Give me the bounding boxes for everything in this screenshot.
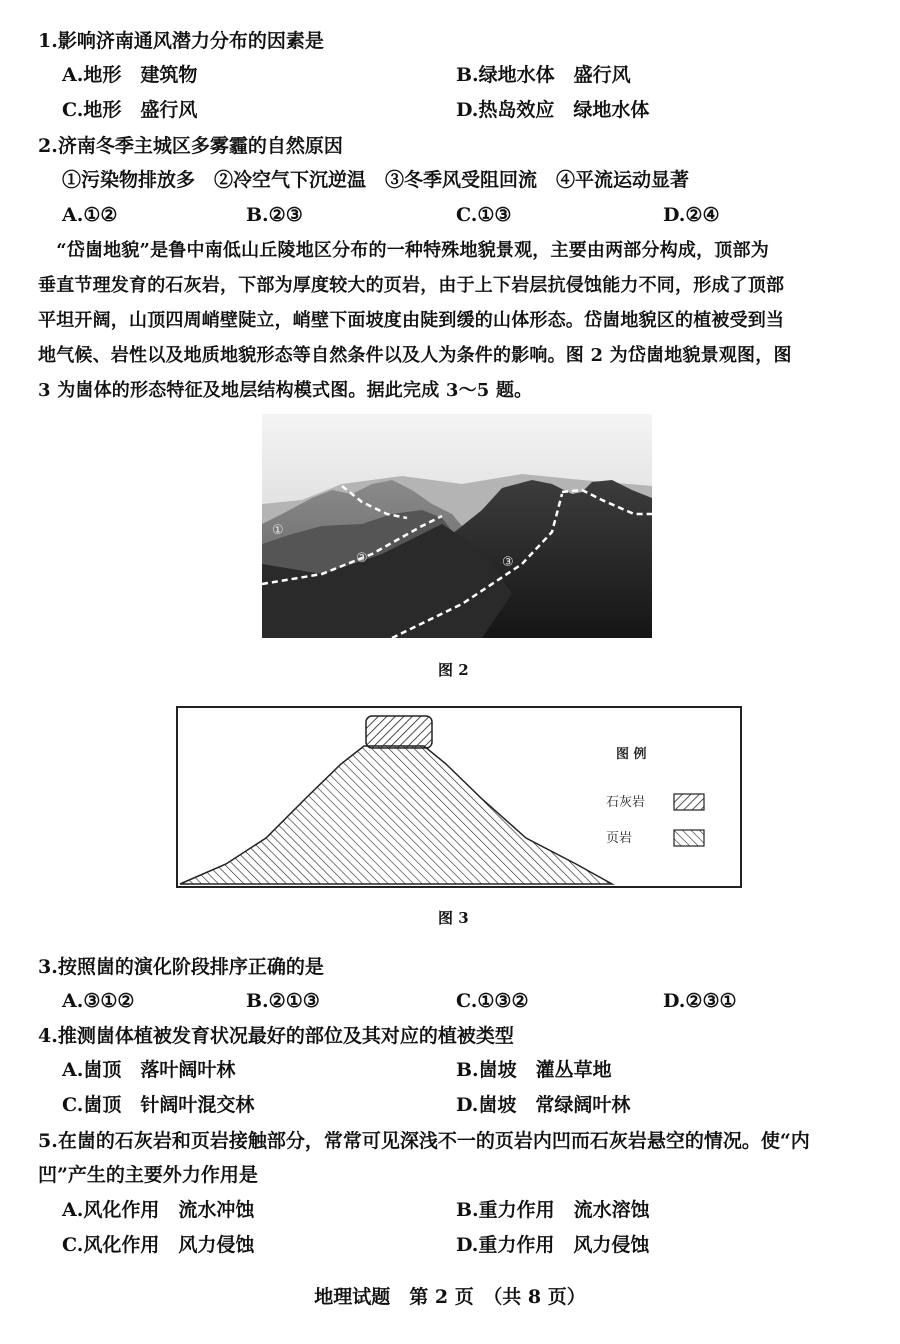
fig3-legend-shale-swatch xyxy=(674,830,704,846)
question-3-stem: 3.按照崮的演化阶段排序正确的是 xyxy=(38,956,324,978)
passage-line-4: 地气候、岩性以及地质地貌形态等自然条件以及人为条件的影响。图 2 为岱崮地貌景观图，图 xyxy=(38,345,792,366)
figure-2-landscape xyxy=(262,414,652,638)
q3-option-d: D.②③① xyxy=(663,990,737,1012)
q3-option-c: C.①③② xyxy=(456,990,529,1012)
fig2-marker-2: ② xyxy=(356,551,368,566)
fig3-legend-limestone-swatch xyxy=(674,794,704,810)
q2-statements: ①污染物排放多 ②冷空气下沉逆温 ③冬季风受阻回流 ④平流运动显著 xyxy=(62,169,690,191)
q4-option-c: C.崮顶 针阔叶混交林 xyxy=(62,1094,255,1116)
fig3-legend-limestone-label: 石灰岩 xyxy=(606,795,646,810)
passage-line-2: 垂直节理发育的石灰岩，下部为厚度较大的页岩，由于上下岩层抗侵蚀能力不同，形成了顶部 xyxy=(38,275,785,296)
q4-option-a: A.崮顶 落叶阔叶林 xyxy=(62,1059,236,1081)
page-footer: 地理试题 第 2 页 （共 8 页） xyxy=(314,1286,586,1308)
q5-option-d: D.重力作用 风力侵蚀 xyxy=(456,1234,650,1256)
question-4-stem: 4.推测崮体植被发育状况最好的部位及其对应的植被类型 xyxy=(38,1025,514,1047)
passage-line-1: “岱崮地貌”是鲁中南低山丘陵地区分布的一种特殊地貌景观，主要由两部分构成，顶部为 xyxy=(38,240,769,261)
q1-option-d: D.热岛效应 绿地水体 xyxy=(456,99,650,121)
question-5-stem-line-2: 凹”产生的主要外力作用是 xyxy=(38,1164,258,1186)
q3-option-b: B.②①③ xyxy=(246,990,320,1012)
q2-option-c: C.①③ xyxy=(456,204,512,226)
fig3-legend-title: 图 例 xyxy=(616,747,647,762)
q5-option-c: C.风化作用 风力侵蚀 xyxy=(62,1234,255,1256)
figure-3-caption: 图 3 xyxy=(438,909,469,927)
question-1-stem: 1.影响济南通风潜力分布的因素是 xyxy=(38,30,324,52)
passage-line-3: 平坦开阔，山顶四周峭壁陡立，峭壁下面坡度由陡到缓的山体形态。岱崮地貌区的植被受到当 xyxy=(38,310,785,331)
fig3-legend-shale-label: 页岩 xyxy=(606,831,633,846)
q5-option-a: A.风化作用 流水冲蚀 xyxy=(62,1199,255,1221)
q2-option-b: B.②③ xyxy=(246,204,303,226)
q3-option-a: A.③①② xyxy=(62,990,135,1012)
question-5-stem-line-1: 5.在崮的石灰岩和页岩接触部分，常常可见深浅不一的页岩内凹而石灰岩悬空的情况。使“内 xyxy=(38,1130,810,1152)
q4-option-d: D.崮坡 常绿阔叶林 xyxy=(456,1094,631,1116)
q2-option-a: A.①② xyxy=(62,204,118,226)
question-2-stem: 2.济南冬季主城区多雾霾的自然原因 xyxy=(38,135,343,157)
q2-option-d: D.②④ xyxy=(663,204,720,226)
q1-option-c: C.地形 盛行风 xyxy=(62,99,198,121)
fig2-marker-3: ③ xyxy=(502,555,514,570)
fig2-marker-1: ① xyxy=(272,523,284,538)
passage-line-5: 3 为崮体的形态特征及地层结构模式图。据此完成 3～5 题。 xyxy=(38,380,533,401)
q1-option-a: A.地形 建筑物 xyxy=(62,64,198,86)
q5-option-b: B.重力作用 流水溶蚀 xyxy=(456,1199,650,1221)
q1-option-b: B.绿地水体 盛行风 xyxy=(456,64,631,86)
q4-option-b: B.崮坡 灌丛草地 xyxy=(456,1059,612,1081)
figure-2-caption: 图 2 xyxy=(438,661,469,679)
figure-3-diagram xyxy=(176,706,742,888)
